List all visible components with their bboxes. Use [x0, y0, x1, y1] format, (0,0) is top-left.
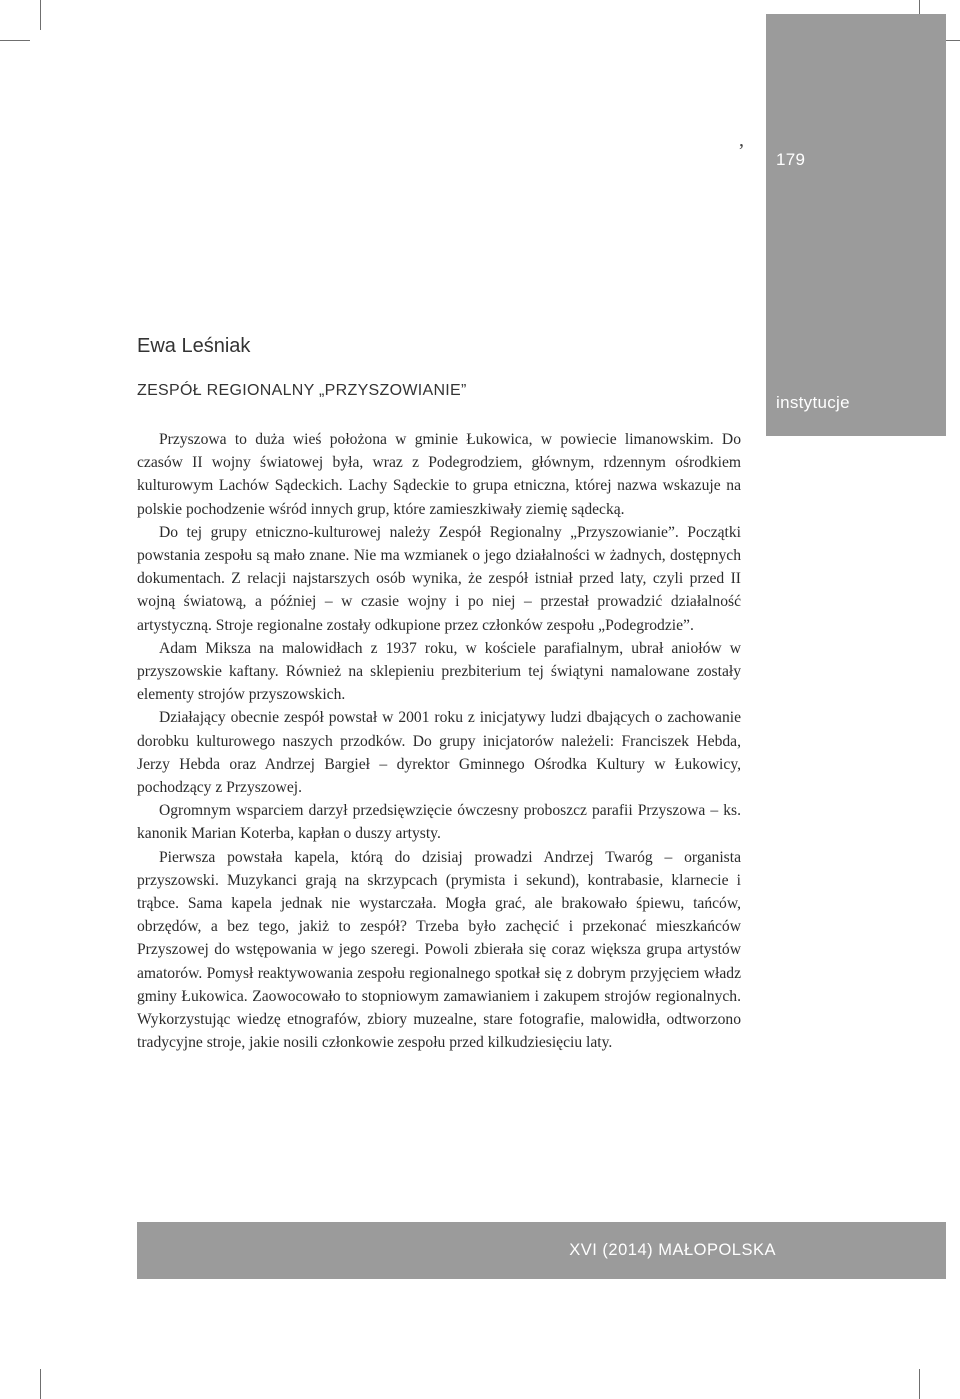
sidebar-band — [766, 14, 946, 436]
paragraph: Adam Miksza na malowidłach z 1937 roku, w kościele parafialnym, ubrał aniołów w przyszowskie kaftany. Również na sklepieniu prezbiterium tej świątyni namalowane zostały elementy strojów przyszowskich. — [137, 639, 741, 704]
footer-label: XVI (2014) MAŁOPOLSKA — [569, 1241, 776, 1259]
article-body — [137, 428, 741, 1054]
stray-mark: ’ — [738, 140, 745, 162]
paragraph: Działający obecnie zespół powstał w 2001 roku z inicjatywy ludzi dbających o zachowanie dorobku kulturowego naszych przodków. Do grupy inicjatorów należeli: Franciszek Hebda, Jerzy Hebda oraz Andrzej Bargieł – dyrektor Gminnego Ośrodka Kultury w Łukowicy, pochodzący z Przyszowej. — [137, 709, 741, 797]
footer-band — [137, 1222, 946, 1279]
paragraph: Ogromnym wsparciem darzył przedsięwzięcie ówczesny proboszcz parafii Przyszowa – ks. kanonik Marian Koterba, kapłan o duszy artysty. — [137, 802, 741, 843]
article-title: ZESPÓŁ REGIONALNY „PRZYSZOWIANIE” — [137, 382, 467, 399]
crop-mark-bottom-left — [40, 1369, 41, 1399]
paragraph: Do tej grupy etniczno-kulturowej należy Zespół Regionalny „Przyszowianie”. Początki powstania zespołu są mało znane. Nie ma wzmianek o jego działalności w żadnych, dostępnych dokumentach. Z relacji najstarszych osób wynika, że zespół istniał przed laty, czyli przed II wojną światową, a później – w czasie wojny i po niej – przestał prowadzić działalność artystyczną. Stroje regionalne zostały odkupione przez członków zespołu „Podegrodzie”. — [137, 523, 741, 634]
crop-mark-top-left — [40, 0, 41, 30]
crop-mark-bottom-right — [919, 1369, 920, 1399]
paragraph: Pierwsza powstała kapela, którą do dzisiaj prowadzi Andrzej Twaróg – organista przyszowski. Muzykanci grają na skrzypcach (prymista i sekund), kontrabasie, klarnecie i trąbce. Sama kapela jednak nie wystarczała. Mogła grać, ale brakowało śpiewu, tańców, obrzędów, a bez tego, jakiż to zespół? Trzeba było zachęcić i przekonać mieszkańców Przyszowej do wstępowania w jego szeregi. Powoli zbierała się coraz większa grupa artystów amatorów. Pomysł reaktywowania zespołu regionalnego spotkał się z dobrym przyjęciem władz gminy Łukowica. Zaowocowało to stopniowym zamawianiem i zakupem strojów regionalnych. Wykorzystując wiedzę etnografów, zbiory muzealne, stare fotografie, malowidła, odtworzono tradycyjne stroje, jakie nosili członkowie zespołu przed kilkudziesięciu laty. — [137, 848, 741, 1052]
paragraph: Przyszowa to duża wieś położona w gminie Łukowica, w powiecie limanowskim. Do czasów II wojny światowej była, wraz z Podegrodziem, głównym, rdzennym ośrodkiem kulturowym Lachów Sądeckich. Lachy Sądeckie to grupa etniczna, której nazwa wskazuje na polskie pochodzenie wśród innych grup, które zamieszkiwały ziemię sądecką. — [137, 431, 741, 518]
crop-mark-top-left-h — [0, 40, 30, 41]
section-label: instytucje — [776, 393, 850, 412]
author-name: Ewa Leśniak — [137, 335, 251, 357]
page-number: 179 — [776, 150, 806, 169]
